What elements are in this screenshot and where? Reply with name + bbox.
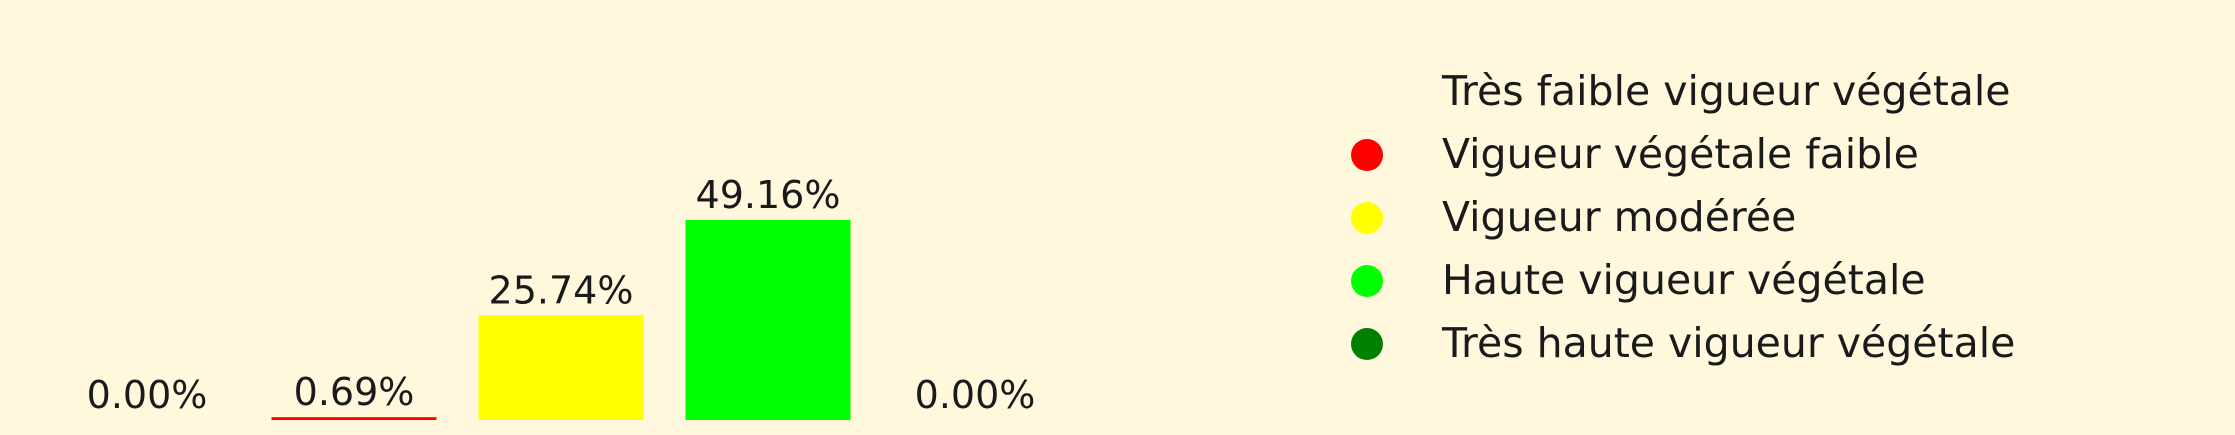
data-label-4: 49.16%: [695, 173, 841, 217]
legend: [1351, 67, 2015, 367]
bar-4: [686, 220, 851, 420]
legend-marker-1: [1351, 76, 1383, 108]
data-label-5: 0.00%: [914, 373, 1036, 417]
legend-marker-5: [1351, 328, 1383, 360]
data-label-1: 0.00%: [86, 373, 208, 417]
legend-label-4: Haute vigueur végétale: [1442, 256, 1926, 304]
legend-label-2: Vigueur végétale faible: [1442, 130, 1919, 178]
data-label-3: 25.74%: [488, 268, 634, 313]
legend-label-1: Très faible vigueur végétale: [1442, 67, 2011, 115]
bar-2: [272, 417, 437, 420]
bar-3: [479, 315, 644, 420]
legend-label-3: Vigueur modérée: [1442, 193, 1797, 241]
legend-label-5: Très haute vigueur végétale: [1442, 319, 2016, 367]
legend-marker-4: [1351, 265, 1383, 297]
legend-marker-2: [1351, 139, 1383, 171]
data-label-2: 0.69%: [293, 370, 415, 415]
legend-marker-3: [1351, 202, 1383, 234]
